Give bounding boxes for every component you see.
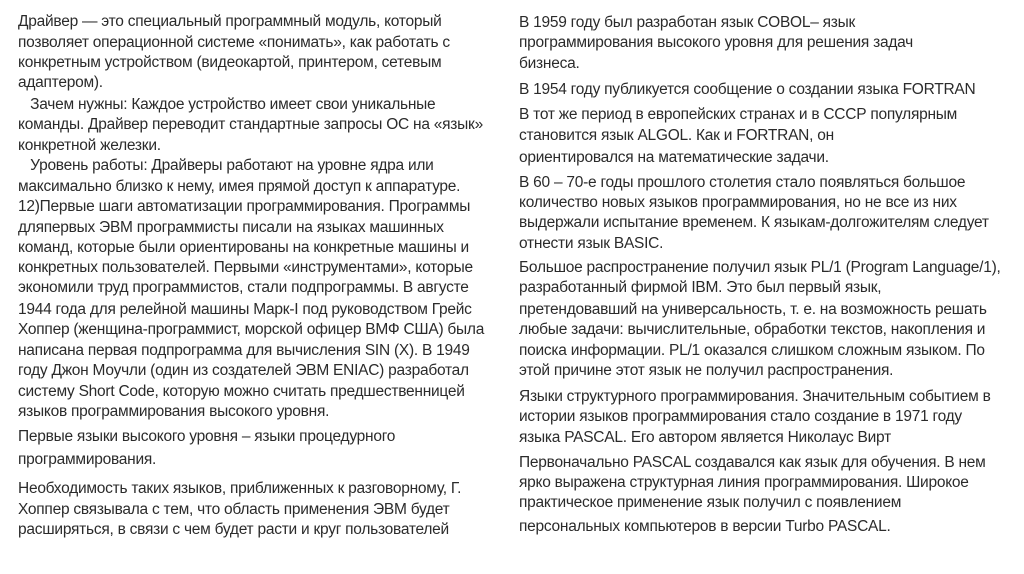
text-line: Уровень работы: Драйверы работают на уровне ядра или — [18, 157, 434, 174]
text-line: этой причине этот язык не получил распространения. — [519, 362, 894, 379]
text-line: расширяться, в связи с чем будет расти и круг пользователей — [18, 521, 449, 538]
text-line: Необходимость таких языков, приближенных к разговорному, Г. — [18, 480, 462, 497]
text-line: экономили труд программистов, стали подпрограммы. В августе — [18, 279, 469, 296]
text-line: В 60 – 70-е годы прошлого столетия стало появляться большое — [519, 174, 966, 191]
text-line: году Джон Моучли (один из создателей ЭВМ ENIAC) разработал — [18, 362, 469, 379]
text-line: Драйвер — это специальный программный модуль, который — [18, 13, 442, 30]
text-line: программирования. — [18, 451, 157, 468]
text-line: поиска информации. PL/1 оказался слишком сложным языком. По — [519, 342, 985, 359]
text-line: адаптером). — [18, 74, 103, 91]
text-line: любые задачи: вычислительные, обработки текстов, накопления и — [519, 321, 986, 338]
text-line: Зачем нужны: Каждое устройство имеет свои уникальные — [18, 96, 436, 113]
text-line: Языки структурного программирования. Значительным событием в — [519, 388, 991, 405]
text-line: Хоппер связывала с тем, что область применения ЭВМ будет — [18, 501, 450, 518]
text-line: языков программирования высокого уровня. — [18, 403, 330, 420]
text-line: истории языков программирования стало создание в 1971 году — [519, 408, 962, 425]
text-line: 12)Первые шаги автоматизации программирования. Программы — [18, 198, 471, 215]
text-line: конкретной железки. — [18, 137, 161, 154]
text-line: персональных компьютеров в версии Turbo PASCAL. — [519, 518, 891, 535]
text-line: разработанный фирмой IBM. Это был первый язык, — [519, 279, 882, 296]
text-line: В тот же период в европейских странах и в СССР популярным — [519, 106, 958, 123]
text-line: В 1954 году публикуется сообщение о создании языка FORTRAN — [519, 81, 976, 98]
text-line: конкретным устройством (видеокартой, принтером, сетевым — [18, 54, 442, 71]
text-line: Первые языки высокого уровня – языки процедурного — [18, 428, 396, 445]
text-line: Хоппер (женщина-программист, морской офицер ВМФ США) была — [18, 321, 485, 338]
text-line: дляпервых ЭВМ программисты писали на языках машинных — [18, 219, 444, 236]
text-line: конкретных пользователей. Первыми «инструментами», которые — [18, 259, 473, 276]
text-line: написана первая подпрограмма для вычисления SIN (X). В 1949 — [18, 342, 470, 359]
text-line: программирования высокого уровня для решения задач — [519, 34, 914, 51]
text-line: выдержали испытание временем. К языкам-долгожителям следует — [519, 214, 989, 231]
text-line: команды. Драйвер переводит стандартные запросы ОС на «язык» — [18, 116, 483, 133]
text-line: Первоначально PASCAL создавался как язык для обучения. В нем — [519, 454, 986, 471]
text-line: отнести язык BASIC. — [519, 235, 664, 252]
text-line: количество новых языков программирования, но не все из них — [519, 194, 957, 211]
text-line: бизнеса. — [519, 55, 580, 72]
text-line: практическое применение язык получил с появлением — [519, 494, 902, 511]
text-line: позволяет операционной системе «понимать», как работать с — [18, 34, 450, 51]
text-line: ярко выражена структурная линия программирования. Широкое — [519, 474, 969, 491]
text-line: 1944 года для релейной машины Марк-I под руководством Грейс — [18, 301, 472, 318]
text-line: В 1959 году был разработан язык COBOL– язык — [519, 14, 856, 31]
text-line: ориентировался на математические задачи. — [519, 149, 829, 166]
text-line: претендовавший на универсальность, т. е. на возможность решать — [519, 301, 987, 318]
text-line: становится язык ALGOL. Как и FORTRAN, он — [519, 127, 834, 144]
text-line: Большое распространение получил язык PL/1 (Program Language/1), — [519, 259, 1001, 276]
text-line: команд, которые были ориентированы на конкретные машины и — [18, 239, 469, 256]
text-line: языка PASCAL. Его автором является Николаус Вирт — [519, 429, 891, 446]
text-line: максимально близко к нему, имея прямой доступ к аппаратуре. — [18, 178, 461, 195]
text-line: систему Short Code, которую можно считать предшественницей — [18, 383, 465, 400]
